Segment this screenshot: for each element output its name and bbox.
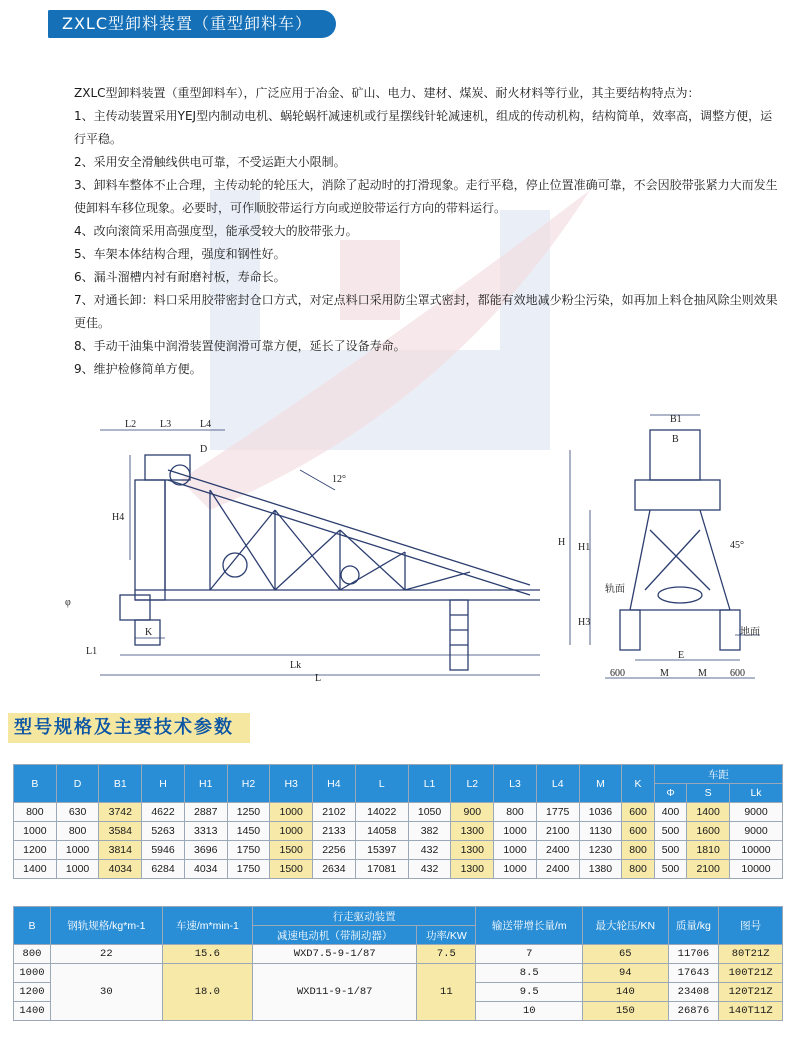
cell: 10000 — [729, 841, 782, 860]
col-header: B — [14, 765, 57, 803]
cell: 800 — [14, 803, 57, 822]
col-header: 质量/kg — [668, 907, 719, 945]
cell: 1000 — [494, 860, 537, 879]
cell: 3696 — [184, 841, 227, 860]
drive-table — [13, 906, 783, 1021]
col-header: H4 — [313, 765, 356, 803]
description — [50, 82, 780, 381]
col-header: 车速/m*min-1 — [162, 907, 252, 945]
cell: 2887 — [184, 803, 227, 822]
col-header: 图号 — [719, 907, 783, 945]
cell: 1400 — [14, 1002, 51, 1021]
cell: 120T21Z — [719, 983, 783, 1002]
cell: 17081 — [355, 860, 408, 879]
cell: 1000 — [14, 964, 51, 983]
dim-label: 轨面 — [605, 584, 625, 595]
cell: 1750 — [227, 860, 270, 879]
col-header: H1 — [184, 765, 227, 803]
cell: 1000 — [56, 841, 99, 860]
dim-label: H3 — [578, 617, 591, 628]
table-row — [14, 803, 783, 822]
cell: 5946 — [142, 841, 185, 860]
cell: 1380 — [579, 860, 622, 879]
cell: 1000 — [270, 822, 313, 841]
cell: 1130 — [579, 822, 622, 841]
col-header: H2 — [227, 765, 270, 803]
cell: 14022 — [355, 803, 408, 822]
dim-label: K — [145, 627, 153, 638]
dim-label: B1 — [670, 414, 682, 425]
cell: 1250 — [227, 803, 270, 822]
cell: 1000 — [494, 822, 537, 841]
cell: 2634 — [313, 860, 356, 879]
cell: 2102 — [313, 803, 356, 822]
cell: 14058 — [355, 822, 408, 841]
cell: 9000 — [729, 822, 782, 841]
dim-label: H — [558, 537, 566, 548]
col-header: L2 — [451, 765, 494, 803]
cell: 7.5 — [417, 945, 476, 964]
cell: 2133 — [313, 822, 356, 841]
cell: 2256 — [313, 841, 356, 860]
table-row — [14, 860, 783, 879]
feature-item: 3、卸料车整体不止合理，主传动轮的轮压大，消除了起动时的打滑现象。走行平稳，停止位置准确可靠，不会因胶带张紧力大而发生使卸料车移位现象。必要时，可作顺胶带运行方向或逆胶带运行方向的带料运行。 — [74, 178, 778, 215]
page-title: ZXLC型卸料装置（重型卸料车） — [48, 10, 336, 38]
dim-label: L4 — [200, 419, 212, 430]
col-header: 钢轨规格/kg*m-1 — [50, 907, 162, 945]
col-header: S — [687, 784, 730, 803]
col-header: D — [56, 765, 99, 803]
cell: 23408 — [668, 983, 719, 1002]
cell: 1450 — [227, 822, 270, 841]
cell: 3584 — [99, 822, 142, 841]
cell: 2400 — [536, 860, 579, 879]
dim-label: φ — [65, 597, 71, 608]
cell: 9000 — [729, 803, 782, 822]
dim-label: L2 — [125, 419, 137, 430]
dim-label: 45° — [730, 540, 744, 551]
feature-item: 5、车架本体结构合理，强度和钢性好。 — [74, 247, 286, 261]
dim-label: 地面 — [740, 627, 760, 638]
cell: 800 — [494, 803, 537, 822]
cell: 26876 — [668, 1002, 719, 1021]
cell: 1300 — [451, 822, 494, 841]
table-row — [14, 822, 783, 841]
cell: 1300 — [451, 841, 494, 860]
cell: 2100 — [687, 860, 730, 879]
cell: 1600 — [687, 822, 730, 841]
table-row — [14, 841, 783, 860]
cell: 1000 — [270, 803, 313, 822]
cell: 382 — [408, 822, 451, 841]
col-header: L4 — [536, 765, 579, 803]
dim-label: H4 — [112, 512, 125, 523]
cell: 15.6 — [162, 945, 252, 964]
feature-item: 6、漏斗溜槽内衬有耐磨衬板，寿命长。 — [74, 270, 286, 284]
cell: WXD11-9-1/87 — [253, 964, 417, 1021]
cell: 150 — [583, 1002, 668, 1021]
cell: 10 — [476, 1002, 583, 1021]
feature-item: 7、对通长卸：料口采用胶带密封仓口方式，对定点料口采用防尘罩式密封，都能有效地减少粉尘污染，如再加上料仓抽风除尘则效果更佳。 — [74, 293, 778, 330]
feature-item: 8、手动干油集中润滑装置使润滑可靠方便，延长了设备寿命。 — [74, 339, 406, 353]
col-header: Lk — [729, 784, 782, 803]
table-row — [14, 964, 783, 983]
cell: 900 — [451, 803, 494, 822]
dim-label: L — [315, 673, 322, 682]
cell: 10000 — [729, 860, 782, 879]
col-header: K — [622, 765, 654, 803]
cell: 2400 — [536, 841, 579, 860]
cell: 22 — [50, 945, 162, 964]
cell: WXD7.5-9-1/87 — [253, 945, 417, 964]
cell: 1050 — [408, 803, 451, 822]
col-header: 功率/KW — [417, 926, 476, 945]
feature-item: 1、主传动装置采用YEJ型内制动电机、蜗轮蜗杆减速机或行星摆线针轮减速机，组成的传动机构，结构简单，效率高，调整方便，运行平稳。 — [74, 109, 773, 146]
cell: 432 — [408, 841, 451, 860]
cell: 1230 — [579, 841, 622, 860]
cell: 1200 — [14, 983, 51, 1002]
dim-label: M — [698, 668, 707, 679]
cell: 1400 — [14, 860, 57, 879]
col-header: L — [355, 765, 408, 803]
cell: 800 — [622, 860, 654, 879]
cell: 4034 — [99, 860, 142, 879]
cell: 500 — [654, 860, 686, 879]
col-header: 最大轮压/KN — [583, 907, 668, 945]
cell: 100T21Z — [719, 964, 783, 983]
cell: 600 — [622, 803, 654, 822]
cell: 2100 — [536, 822, 579, 841]
cell: 94 — [583, 964, 668, 983]
col-header: Φ — [654, 784, 686, 803]
dim-label: L3 — [160, 419, 172, 430]
cell: 6284 — [142, 860, 185, 879]
cell: 30 — [50, 964, 162, 1021]
cell: 1500 — [270, 860, 313, 879]
cell: 432 — [408, 860, 451, 879]
cell: 1400 — [687, 803, 730, 822]
cell: 800 — [56, 822, 99, 841]
dim-label: E — [678, 650, 685, 661]
col-header: L3 — [494, 765, 537, 803]
cell: 1000 — [494, 841, 537, 860]
table-row — [14, 945, 783, 964]
feature-item: 4、改向滚筒采用高强度型，能承受较大的胶带张力。 — [74, 224, 358, 238]
dim-label: H1 — [578, 542, 591, 553]
cell: 600 — [622, 822, 654, 841]
cell: 1300 — [451, 860, 494, 879]
dim-label: M — [660, 668, 669, 679]
cell: 18.0 — [162, 964, 252, 1021]
technical-drawing — [50, 410, 770, 682]
cell: 3814 — [99, 841, 142, 860]
cell: 11 — [417, 964, 476, 1021]
cell: 5263 — [142, 822, 185, 841]
col-group-header: 车距 — [654, 765, 782, 784]
cell: 140 — [583, 983, 668, 1002]
cell: 1036 — [579, 803, 622, 822]
cell: 500 — [654, 822, 686, 841]
cell: 17643 — [668, 964, 719, 983]
cell: 15397 — [355, 841, 408, 860]
spec-table — [13, 764, 783, 879]
col-header: H3 — [270, 765, 313, 803]
cell: 80T21Z — [719, 945, 783, 964]
cell: 400 — [654, 803, 686, 822]
cell: 1000 — [14, 822, 57, 841]
cell: 65 — [583, 945, 668, 964]
cell: 3742 — [99, 803, 142, 822]
cell: 500 — [654, 841, 686, 860]
cell: 8.5 — [476, 964, 583, 983]
cell: 140T11Z — [719, 1002, 783, 1021]
cell: 4034 — [184, 860, 227, 879]
dim-label: D — [200, 444, 208, 455]
dim-label: L1 — [86, 646, 98, 657]
cell: 800 — [14, 945, 51, 964]
cell: 800 — [622, 841, 654, 860]
feature-item: 2、采用安全滑触线供电可靠，不受运距大小限制。 — [74, 155, 346, 169]
cell: 1000 — [56, 860, 99, 879]
intro-text: ZXLC型卸料装置（重型卸料车），广泛应用于冶金、矿山、电力、建材、煤炭、耐火材料等行业，其主要结构特点为： — [74, 86, 700, 100]
col-header: M — [579, 765, 622, 803]
cell: 1200 — [14, 841, 57, 860]
dim-label: B — [672, 434, 679, 445]
cell: 4622 — [142, 803, 185, 822]
col-header: H — [142, 765, 185, 803]
cell: 1810 — [687, 841, 730, 860]
cell: 11706 — [668, 945, 719, 964]
col-header: B — [14, 907, 51, 945]
col-header: 减速电动机（带制动器） — [253, 926, 417, 945]
dim-label: 12° — [332, 474, 346, 485]
cell: 9.5 — [476, 983, 583, 1002]
col-group-header: 行走驱动装置 — [253, 907, 476, 926]
cell: 7 — [476, 945, 583, 964]
col-header: B1 — [99, 765, 142, 803]
section-title: 型号规格及主要技术参数 — [8, 713, 250, 743]
feature-item: 9、维护检修简单方便。 — [74, 362, 202, 376]
cell: 1750 — [227, 841, 270, 860]
cell: 1500 — [270, 841, 313, 860]
dim-label: 600 — [730, 668, 745, 679]
cell: 630 — [56, 803, 99, 822]
dim-label: 600 — [610, 668, 625, 679]
col-header: 输送带增长量/m — [476, 907, 583, 945]
col-header: L1 — [408, 765, 451, 803]
dim-label: Lk — [290, 660, 302, 671]
cell: 3313 — [184, 822, 227, 841]
cell: 1775 — [536, 803, 579, 822]
